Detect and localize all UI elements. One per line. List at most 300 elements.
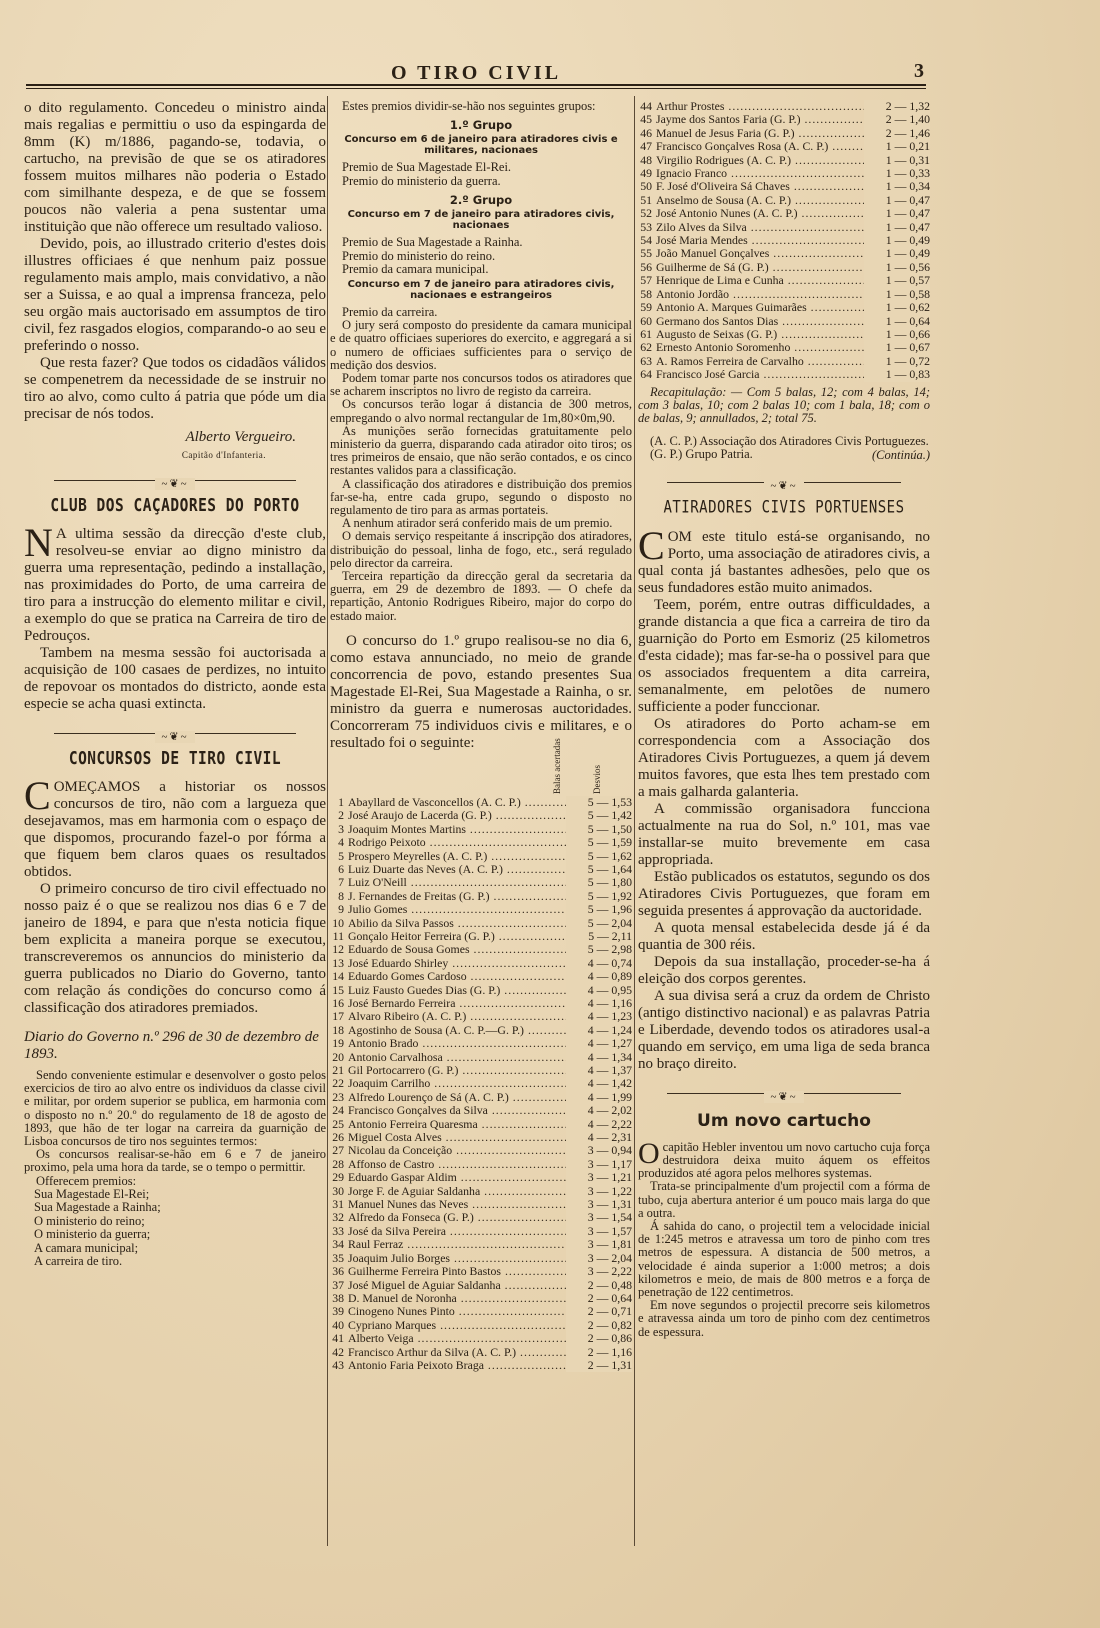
score: 4 — 1,34 — [566, 1051, 632, 1064]
paragraph: A sua divisa será a cruz da ordem de Christo (antigo distinctivo nacional) e as palavras Patria e Liberdade, devendo todos os atiradores usal-a quando em serviço, em uma liga de seda branca no braço direito. — [638, 987, 930, 1072]
rank: 17 — [332, 1010, 344, 1024]
rank: 15 — [332, 983, 344, 997]
rank: 35 — [332, 1251, 344, 1265]
atiradores-article — [638, 522, 930, 1073]
rank: 32 — [332, 1211, 344, 1225]
shooter-name: Alvaro Ribeiro (A. C. P.) ..... — [348, 1010, 566, 1023]
shooter-name: Abilio da Silva Passos ..... — [348, 917, 566, 930]
table-row — [330, 943, 632, 956]
shooter-name: Virgilio Rodrigues (A. C. P.) ..... — [656, 154, 864, 167]
rank: 26 — [332, 1131, 344, 1145]
shooter-name: Agostinho de Sousa (A. C. P.—G. P.) ..... — [348, 1024, 566, 1037]
shooter-name: Joaquim Julio Borges ..... — [348, 1252, 566, 1265]
paragraph: Estes premios dividir-se-hão nos seguintes grupos: — [342, 100, 596, 113]
paragraph: Depois da sua installação, proceder-se-ha á eleição dos corpos gerentes. — [638, 953, 930, 987]
paragraph: A commissão organisadora funcciona actualmente na rua do Sol, n.º 101, mas vae installar-se muito brevemente em casa appropriada. — [638, 800, 930, 868]
score: 1 — 0,49 — [864, 234, 930, 247]
paragraph: Tambem na mesma sessão foi auctorisada a acquisição de 100 casaes de perdizes, no intuito de repovoar os montados do districto, aonde esta especie se acha quasi extincta. — [24, 645, 326, 712]
rank: 46 — [640, 126, 652, 140]
shooter-name: A. Ramos Ferreira de Carvalho ..... — [656, 355, 864, 368]
score: 1 — 0,47 — [864, 207, 930, 220]
table-row — [638, 154, 930, 167]
score: 1 — 0,47 — [864, 221, 930, 234]
score: 1 — 0,21 — [864, 140, 930, 153]
shooter-name: Anselmo de Sousa (A. C. P.) ..... — [656, 194, 864, 207]
table-row — [330, 1091, 632, 1104]
column-header-balas: Balas acertadas — [552, 738, 562, 794]
table-row — [330, 836, 632, 849]
prize-groups — [330, 118, 632, 319]
table-row — [330, 970, 632, 983]
paragraph: Devido, pois, ao illustrado criterio d'estes dois illustres officiaes é que nenhum paiz possue regulamento mais amplo, mais convidativo, a não ser a Suissa, e ao qual a imprensa franceza, pelo seu orgão mais auctorisado em assumptos de tiro civil, fez rasgados elogios, comparando-o ao seu e preferindo o nosso. — [24, 236, 326, 354]
groups-intro — [330, 100, 632, 113]
legend — [638, 435, 930, 462]
shooter-name: João Manuel Gonçalves ..... — [656, 247, 864, 260]
rank: 36 — [332, 1265, 344, 1279]
table-row — [638, 315, 930, 328]
rank: 8 — [338, 889, 344, 903]
prize-item: Premio de Sua Magestade El-Rei. — [342, 160, 512, 175]
masthead-rule — [26, 84, 926, 86]
shooter-name: J. Fernandes de Freitas (G. P.) ..... — [348, 890, 566, 903]
table-row — [330, 1252, 632, 1265]
atiradores-heading: ATIRADORES CIVIS PORTUENSES — [663, 498, 905, 518]
column-3 — [638, 100, 930, 1548]
masthead — [26, 58, 926, 88]
score: 3 — 1,31 — [566, 1198, 632, 1211]
offered-list — [24, 1188, 326, 1269]
list-item: O ministerio da guerra; — [34, 1227, 151, 1242]
table-row — [638, 288, 930, 301]
group-subtitle: Concurso em 6 de janeiro para atiradores civis e militares, nacionaes — [344, 134, 618, 157]
score: 5 — 1,59 — [566, 836, 632, 849]
shooter-name: F. José d'Oliveira Sá Chaves ..... — [656, 180, 864, 193]
rank: 56 — [640, 260, 652, 274]
paragraph: Sendo conveniente estimular e desenvolver o gosto pelos exercicios de tiro ao alvo entre os individuos da classe civil e militar, por ordem superior se publica, em harmonia com o disposto no n.º 20.º do regulamento de 18 de agosto de 1893, que hão de ter logar na carreira da guarnição de Lisboa concursos de tiro nos seguintes termos: — [24, 1068, 326, 1149]
rank: 58 — [640, 287, 652, 301]
rank: 5 — [338, 849, 344, 863]
shooter-name: José Antonio Nunes (A. C. P.) ..... — [656, 207, 864, 220]
table-row — [330, 1171, 632, 1184]
shooter-name: Guilherme de Sá (G. P.) ..... — [656, 261, 864, 274]
table-row — [330, 957, 632, 970]
list-item: A carreira de tiro. — [34, 1254, 123, 1269]
shooter-name: José da Silva Pereira ..... — [348, 1225, 566, 1238]
rank: 53 — [640, 220, 652, 234]
table-row — [330, 1292, 632, 1305]
rank: 54 — [640, 234, 652, 248]
rank: 13 — [332, 956, 344, 970]
score: 4 — 2,31 — [566, 1131, 632, 1144]
rank: 51 — [640, 193, 652, 207]
article-intro — [24, 100, 326, 423]
shooter-name: Antonio Faria Peixoto Braga ..... — [348, 1359, 566, 1372]
rank: 61 — [640, 327, 652, 341]
rank: 4 — [338, 836, 344, 850]
dropcap: O — [638, 1136, 660, 1170]
diario-text — [24, 1069, 326, 1269]
club-heading: CLUB DOS CAÇADORES DO PORTO — [50, 496, 300, 516]
shooter-name: José Eduardo Shirley ..... — [348, 957, 566, 970]
table-row — [638, 328, 930, 341]
score: 3 — 1,22 — [566, 1185, 632, 1198]
shooter-name: Luiz Fausto Guedes Dias (G. P.) ..... — [348, 984, 566, 997]
rank: 37 — [332, 1278, 344, 1292]
score: 4 — 0,95 — [566, 984, 632, 997]
paragraph: As munições serão fornecidas gratuitamente pelo ministerio da guerra, disparando cada atirador oito tiros; os tres primeiros de ensaio, que não serão contados, e os cinco restantes validos para a classificação. — [330, 423, 632, 478]
paragraph: capitão Hebler inventou um novo cartucho cuja força destruidora deixa muito áquem os effeitos produzidos até agora pelos melhores systemas. — [638, 1139, 930, 1181]
shooter-name: Antonio Carvalhosa ..... — [348, 1051, 566, 1064]
rank: 63 — [640, 354, 652, 368]
rank: 45 — [640, 113, 652, 127]
table-row — [330, 1037, 632, 1050]
paragraph: OMEÇAMOS a historiar os nossos concursos de tiro, não com a largueza que desejavamos, mas em harmonia com o espaço de que dispomos, procurando fazel-o por fórma a que fiquem bem claros quaes os resultados obtidos. — [24, 779, 326, 880]
rank: 9 — [338, 903, 344, 917]
cartucho-article — [638, 1136, 930, 1339]
paragraph: O primeiro concurso de tiro civil effectuado no nosso paiz é o que se realizou nos dias 6 e 7 de janeiro de 1894, e para que n'esta noticia fique bem explicita a maneira porque se executou, transcreveremos os annuncios do ministerio da guerra publicados no Diario do Governo, tanto com relação ás condições do concurso como á classificação dos atiradores premiados. — [24, 881, 326, 1016]
table-row — [638, 368, 930, 381]
score: 1 — 0,31 — [864, 154, 930, 167]
paragraph: Os concursos realisar-se-hão em 6 e 7 de janeiro proximo, pela uma hora da tarde, se o tempo o permittir. — [24, 1147, 326, 1175]
shooter-name: Cypriano Marques ..... — [348, 1319, 566, 1332]
table-row — [638, 341, 930, 354]
score: 1 — 0,62 — [864, 301, 930, 314]
rank: 52 — [640, 207, 652, 221]
shooter-name: Alfredo Lourenço de Sá (A. C. P.) ..... — [348, 1091, 566, 1104]
table-row — [330, 823, 632, 836]
table-row — [330, 917, 632, 930]
rank: 30 — [332, 1184, 344, 1198]
table-row — [330, 1077, 632, 1090]
column-divider — [327, 96, 328, 1546]
rank: 62 — [640, 341, 652, 355]
shooter-name: Luiz Duarte das Neves (A. C. P.) ..... — [348, 863, 566, 876]
shooter-name: Affonso de Castro ..... — [348, 1158, 566, 1171]
table-row — [330, 984, 632, 997]
group-subtitle: Concurso em 7 de janeiro para atiradores civis, nacionaes e estrangeiros — [347, 278, 615, 301]
shooter-name: Eduardo de Sousa Gomes ..... — [348, 943, 566, 956]
rank: 14 — [332, 970, 344, 984]
table-row — [638, 207, 930, 220]
rank: 44 — [640, 100, 652, 113]
club-article — [24, 520, 326, 713]
rank: 22 — [332, 1077, 344, 1091]
shooter-name: Julio Gomes ..... — [348, 903, 566, 916]
group-title: 2.º Grupo — [449, 193, 513, 208]
shooter-name: Raul Ferraz ..... — [348, 1238, 566, 1251]
legend-item: (A. C. P.) Associação dos Atiradores Civis Portuguezes. — [650, 434, 929, 449]
results-table — [330, 796, 632, 1372]
score: 2 — 1,31 — [566, 1359, 632, 1372]
recap — [638, 386, 930, 426]
rank: 29 — [332, 1171, 344, 1185]
table-row — [330, 1319, 632, 1332]
score: 2 — 0,48 — [566, 1279, 632, 1292]
page-number: 3 — [914, 60, 924, 82]
table-row — [330, 1185, 632, 1198]
score: 2 — 0,86 — [566, 1332, 632, 1345]
table-header — [330, 738, 632, 796]
rank: 12 — [332, 943, 344, 957]
group-title: 1.º Grupo — [449, 118, 513, 133]
rank: 10 — [332, 916, 344, 930]
rank: 64 — [640, 368, 652, 382]
score: 3 — 1,54 — [566, 1211, 632, 1224]
paragraph: Á sahida do cano, o projectil tem a velocidade inicial de 1:245 metros e atravessa um toro de pinho com tres metros de espessura. A distancia de 500 metros, a velocidade é ainda superior a 1:000 metros; a dois kilometros e meio, de mais de 800 metros e a força de penetração de 122 centimetros. — [638, 1218, 930, 1299]
score: 4 — 0,74 — [566, 957, 632, 970]
score: 5 — 1,64 — [566, 863, 632, 876]
table-row — [638, 355, 930, 368]
rank: 49 — [640, 167, 652, 181]
score: 1 — 0,66 — [864, 328, 930, 341]
score: 3 — 1,57 — [566, 1225, 632, 1238]
score: 2 — 0,71 — [566, 1305, 632, 1318]
table-row — [330, 1225, 632, 1238]
table-row — [330, 1131, 632, 1144]
table-row — [330, 997, 632, 1010]
table-row — [330, 1158, 632, 1171]
score: 2 — 1,16 — [566, 1346, 632, 1359]
score: 1 — 0,67 — [864, 341, 930, 354]
rank: 47 — [640, 140, 652, 154]
score: 5 — 1,80 — [566, 876, 632, 889]
column-header-desvios: Desvios — [592, 764, 602, 794]
score: 3 — 2,22 — [566, 1265, 632, 1278]
rank: 38 — [332, 1291, 344, 1305]
shooter-name: Miguel Costa Alves ..... — [348, 1131, 566, 1144]
shooter-name: Manuel Nunes das Neves ..... — [348, 1198, 566, 1211]
shooter-name: Nicolau da Conceição ..... — [348, 1144, 566, 1157]
shooter-name: Henrique de Lima e Cunha ..... — [656, 274, 864, 287]
shooter-name: Abayllard de Vasconcellos (A. C. P.) ..... — [348, 796, 566, 809]
rank: 2 — [338, 809, 344, 823]
rank: 60 — [640, 314, 652, 328]
rank: 43 — [332, 1358, 344, 1372]
results-table-continued — [638, 100, 930, 382]
shooter-name: Germano dos Santos Dias ..... — [656, 315, 864, 328]
table-row — [638, 180, 930, 193]
rank: 33 — [332, 1224, 344, 1238]
rank: 48 — [640, 153, 652, 167]
rank: 1 — [338, 795, 344, 809]
table-row — [330, 930, 632, 943]
signature: Alberto Vergueiro. — [185, 429, 296, 445]
paragraph: Recapitulação: — Com 5 balas, 12; com 4 balas, 14; com 3 balas, 10; com 2 balas 10; com 1 bala, 18; com o de balas, 9; annullados, 2; total 75. — [638, 384, 930, 425]
rank: 16 — [332, 996, 344, 1010]
shooter-name: José Miguel de Aguiar Saldanha ..... — [348, 1279, 566, 1292]
table-row — [638, 221, 930, 234]
table-row — [330, 1010, 632, 1023]
dropcap: C — [24, 773, 51, 818]
ornament-divider: ~❦~ — [24, 727, 326, 739]
table-row — [330, 809, 632, 822]
list-item: O ministerio do reino; — [34, 1213, 145, 1228]
score: 5 — 2,04 — [566, 917, 632, 930]
score: 4 — 1,42 — [566, 1077, 632, 1090]
table-row — [638, 234, 930, 247]
shooter-name: Antonio Ferreira Quaresma ..... — [348, 1118, 566, 1131]
table-row — [638, 247, 930, 260]
table-row — [330, 796, 632, 809]
column-2 — [330, 100, 632, 1548]
shooter-name: Alberto Veiga ..... — [348, 1332, 566, 1345]
score: 1 — 0,64 — [864, 315, 930, 328]
rank: 3 — [338, 822, 344, 836]
paragraph: Que resta fazer? Que todos os cidadãos válidos se compenetrem da necessidade de se instruir no tiro ao alvo, como culto á patria que póde um dia precisar de nós todos. — [24, 355, 326, 422]
rank: 41 — [332, 1332, 344, 1346]
paragraph: Em nove segundos o projectil precorre seis kilometros e atravessa ainda um toro de pinho com dez centimetros de espessura. — [638, 1298, 930, 1339]
shooter-name: Guilherme Ferreira Pinto Bastos ..... — [348, 1265, 566, 1278]
shooter-name: Luiz O'Neill ..... — [348, 876, 566, 889]
shooter-name: Joaquim Montes Martins ..... — [348, 823, 566, 836]
table-row — [638, 301, 930, 314]
signature-title: Capitão d'Infanteria. — [181, 450, 266, 460]
shooter-name: Eduardo Gaspar Aldim ..... — [348, 1171, 566, 1184]
score: 1 — 0,58 — [864, 288, 930, 301]
ornament-divider: ~❦~ — [638, 1087, 930, 1099]
prize-item: Premio da carreira. — [342, 304, 438, 319]
paragraph: Terceira repartição da direcção geral da secretaria da guerra, em 29 de dezembro de 1893. — O chefe da repartição, Antonio Rodrigues Ribeiro, major do corpo do estado maior. — [330, 569, 632, 623]
shooter-name: José Bernardo Ferreira ..... — [348, 997, 566, 1010]
score: 4 — 1,23 — [566, 1010, 632, 1023]
group-subtitle: Concurso em 7 de janeiro para atiradores civis, nacionaes — [347, 209, 615, 232]
rank: 55 — [640, 247, 652, 261]
legend-item: (G. P.) Grupo Patria. — [650, 447, 753, 462]
shooter-name: José Maria Mendes ..... — [656, 234, 864, 247]
score: 5 — 2,11 — [566, 930, 632, 943]
paragraph: Teem, porém, entre outras difficuldades, a grande distancia a que fica a carreira de tiro da guarnição do Porto em Esmoriz (25 kilometros d'esta cidade); mas far-se-ha o possivel para que os associados frequentem a dita carreira, semanalmente, em pelotões de numero sufficiente a poder funccionar. — [638, 596, 930, 715]
score: 5 — 1,96 — [566, 903, 632, 916]
shooter-name: Eduardo Gomes Cardoso ..... — [348, 970, 566, 983]
paragraph: Os concursos terão logar á distancia de 300 metros, empregando o alvo normal rectangular de 1m,80×0m,90. — [330, 397, 632, 425]
shooter-name: Jorge F. de Aguiar Saldanha ..... — [348, 1185, 566, 1198]
score: 3 — 0,94 — [566, 1144, 632, 1157]
table-row — [330, 1024, 632, 1037]
table-row — [638, 167, 930, 180]
paragraph: Podem tomar parte nos concursos todos os atiradores que se acharem inscriptos no livro de registo da carreira. — [330, 371, 632, 399]
shooter-name: Jayme dos Santos Faria (G. P.) ..... — [656, 113, 864, 126]
paragraph: O concurso do 1.º grupo realisou-se no dia 6, como estava annunciado, no meio de grande concorrencia de povo, estando presentes Sua Magestade El-Rei, Sua Magestade a Rainha, o sr. ministro da guerra e numerosas auctoridades. Concorreram 75 individuos civis e militares, e o resultado foi o seguinte: — [330, 632, 632, 751]
table-row — [330, 1144, 632, 1157]
table-row — [330, 863, 632, 876]
table-row — [330, 903, 632, 916]
rank: 23 — [332, 1090, 344, 1104]
score: 2 — 1,32 — [864, 100, 930, 113]
rank: 19 — [332, 1037, 344, 1051]
dropcap: C — [638, 522, 665, 568]
score: 4 — 1,27 — [566, 1037, 632, 1050]
masthead-title: O TIRO CIVIL — [390, 62, 562, 84]
list-item: A camara municipal; — [34, 1240, 139, 1255]
column-1 — [24, 100, 326, 1548]
shooter-name: Cinogeno Nunes Pinto ..... — [348, 1305, 566, 1318]
rank: 21 — [332, 1064, 344, 1077]
table-row — [330, 1359, 632, 1372]
table-row — [638, 261, 930, 274]
table-row — [330, 1064, 632, 1077]
paragraph: Offerecem premios: — [36, 1173, 137, 1188]
rank: 25 — [332, 1117, 344, 1131]
score: 3 — 1,21 — [566, 1171, 632, 1184]
shooter-name: Gil Portocarrero (G. P.) ..... — [348, 1064, 566, 1077]
paragraph: A classificação dos atiradores e distribuição dos premios far-se-ha, entre cada grupo, segundo o disposto no regulamento de tiro para as armas portateis. — [330, 476, 632, 518]
rank: 20 — [332, 1050, 344, 1064]
paragraph: o dito regulamento. Concedeu o ministro ainda mais regalias e permittiu o uso da espingarda de 8mm (K) m/1886, pagando-se, todavia, o cartucho, na previsão de que se os atiradores fossem muitos milhares não poderia o Estado com similhante despeza, e de que se fossem poucos não valeria a pena sustentar uma instituição que não offerece um resultado valioso. — [24, 100, 326, 235]
rank: 7 — [338, 876, 344, 890]
rank: 6 — [338, 862, 344, 876]
column-divider — [634, 96, 635, 1546]
table-row — [638, 127, 930, 140]
score: 1 — 0,49 — [864, 247, 930, 260]
shooter-name: Ernesto Antonio Soromenho ..... — [656, 341, 864, 354]
score: 4 — 2,22 — [566, 1118, 632, 1131]
paragraph: Os atiradores do Porto acham-se em correspondencia com a Associação dos Atiradores Civis Portuguezes, a quem já devem muitos favores, que esta lhes tem prestado com a mais galharda galanteria. — [638, 715, 930, 800]
table-row — [330, 1104, 632, 1117]
shooter-name: Rodrigo Peixoto ..... — [348, 836, 566, 849]
rank: 24 — [332, 1104, 344, 1118]
table-row — [330, 1265, 632, 1278]
ornament-divider: ~❦~ — [638, 476, 930, 488]
rank: 11 — [332, 929, 344, 943]
shooter-name: José Araujo de Lacerda (G. P.) ..... — [348, 809, 566, 822]
prize-item: Premio do ministerio da guerra. — [342, 173, 501, 188]
score: 2 — 0,82 — [566, 1319, 632, 1332]
paragraph: O jury será composto do presidente da camara municipal e de quatro officiaes superiores do exercito, e aggregará a si o numero de officiaes sufficientes para o serviço de medição dos desvios. — [330, 318, 632, 372]
rank: 18 — [332, 1023, 344, 1037]
rank: 31 — [332, 1198, 344, 1212]
shooter-name: Francisco Gonçalves da Silva ..... — [348, 1104, 566, 1117]
dropcap: N — [24, 520, 53, 565]
table-row — [330, 876, 632, 889]
shooter-name: Augusto de Seixas (G. P.) ..... — [656, 328, 864, 341]
score: 4 — 1,99 — [566, 1091, 632, 1104]
score: 5 — 1,62 — [566, 850, 632, 863]
shooter-name: Antonio Brado ..... — [348, 1037, 566, 1050]
diario-heading: Diario do Governo n.º 296 de 30 de dezembro de 1893. — [24, 1029, 319, 1062]
list-item: Sua Magestade El-Rei; — [34, 1186, 150, 1201]
score: 1 — 0,47 — [864, 194, 930, 207]
rank: 59 — [640, 301, 652, 315]
score: 5 — 1,50 — [566, 823, 632, 836]
rank: 34 — [332, 1238, 344, 1252]
score: 1 — 0,33 — [864, 167, 930, 180]
table-row — [638, 194, 930, 207]
table-row — [638, 100, 930, 113]
score: 4 — 2,02 — [566, 1104, 632, 1117]
paragraph: A ultima sessão da direcção d'este club, resolveu-se enviar ao digno ministro da guerra uma representação, pedindo a installação, nas proximidades do Porto, de uma carreira de tiro para a instrucção do elemento militar e civil, a exemplo do que se pratica na Carreira de tiro de Pedrouços. — [24, 526, 326, 644]
table-row — [638, 113, 930, 126]
shooter-name: Arthur Prostes ..... — [656, 100, 864, 113]
shooter-name: Zilo Alves da Silva ..... — [656, 221, 864, 234]
table-row — [330, 1051, 632, 1064]
paragraph: OM este titulo está-se organisando, no Porto, uma associação de atiradores civis, a qual conta já bastantes adhesões, pelo que os seus fundadores estão muito animados. — [638, 528, 930, 596]
score: 1 — 0,56 — [864, 261, 930, 274]
score: 5 — 1,42 — [566, 809, 632, 822]
ornament-divider: ~❦~ — [24, 474, 326, 486]
score: 4 — 0,89 — [566, 970, 632, 983]
rank: 39 — [332, 1305, 344, 1319]
shooter-name: Francisco Arthur da Silva (A. C. P.) ..... — [348, 1346, 566, 1359]
table-row — [330, 890, 632, 903]
prize-item: Premio de Sua Magestade a Rainha. — [342, 235, 523, 250]
shooter-name: Antonio A. Marques Guimarães ..... — [656, 301, 864, 314]
score: 4 — 1,37 — [566, 1064, 632, 1077]
table-row — [330, 1346, 632, 1359]
shooter-name: Alfredo da Fonseca (G. P.) ..... — [348, 1211, 566, 1224]
score: 2 — 1,46 — [864, 127, 930, 140]
prize-item: Premio do ministerio do reino. — [342, 248, 496, 263]
score: 3 — 2,04 — [566, 1252, 632, 1265]
